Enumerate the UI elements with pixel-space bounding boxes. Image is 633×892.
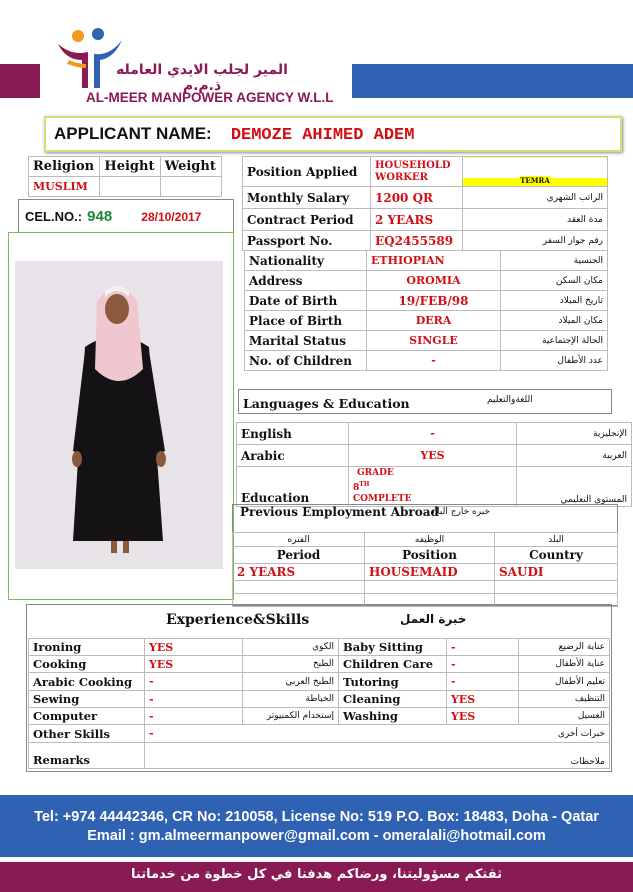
cel-date: 28/10/2017 [141, 210, 202, 224]
other-skills-value: - [145, 725, 519, 743]
ironing-arabic: الكوي [243, 639, 339, 656]
languages-table [236, 422, 632, 507]
passport-value: EQ2455589 [371, 231, 463, 251]
address-value: OROMIA [367, 271, 501, 291]
arabic-cooking-value: - [145, 673, 243, 691]
personal-table [244, 250, 608, 371]
period-header: Period [233, 547, 365, 564]
cleaning-label: Cleaning [339, 691, 447, 708]
dob-label: Date of Birth [245, 291, 367, 311]
footer-line-1: Tel: +974 44442346, CR No: 210058, License No: 519 P.O. Box: 18483, Doha - Qatar [34, 809, 599, 825]
company-name-english: AL-MEER MANPOWER AGENCY W.L.L [86, 90, 334, 105]
employment-table [232, 532, 618, 607]
company-name-arabic: المير لجلب الايدي العامله ذ.م.م [116, 62, 288, 94]
ironing-label: Ironing [29, 639, 145, 656]
remarks-row [29, 743, 610, 769]
nationality-arabic: الجنسية [501, 251, 608, 271]
employment-title: Previous Employment Abroad [240, 505, 439, 519]
header-bar-left [0, 64, 40, 98]
cel-number: 948 [87, 208, 113, 225]
salary-value: 1200 QR [371, 187, 463, 209]
other-skills-label: Other Skills [29, 725, 145, 743]
height-header: Height [100, 157, 160, 177]
skills-row [29, 639, 610, 656]
skills-row [29, 708, 610, 725]
marital-arabic: الحالة الإجتماعية [501, 331, 608, 351]
tutoring-arabic: تعليم الأطفال [519, 673, 610, 691]
position-extra: TEMRA [463, 157, 608, 187]
weight-header: Weight [160, 157, 221, 177]
applicant-name-label: APPLICANT NAME: [54, 124, 212, 143]
passport-row [243, 231, 608, 251]
nationality-value: ETHIOPIAN [367, 251, 501, 271]
salary-row [243, 187, 608, 209]
babysitting-value: - [447, 639, 519, 656]
position-row [243, 157, 608, 187]
position-arabic: الوظيفه [365, 533, 495, 547]
contract-value: 2 YEARS [371, 209, 463, 231]
position-header: Position [365, 547, 495, 564]
computer-value: - [145, 708, 243, 725]
cooking-label: Cooking [29, 656, 145, 673]
children-arabic: عدد الأطفال [501, 351, 608, 371]
childrencare-label: Children Care [339, 656, 447, 673]
remarks-label: Remarks [29, 743, 145, 769]
address-label: Address [245, 271, 367, 291]
sewing-value: - [145, 691, 243, 708]
height-value [100, 177, 160, 197]
childrencare-value: - [447, 656, 519, 673]
cel-label: CEL.NO.: [25, 209, 83, 224]
position-table [242, 156, 608, 251]
tutoring-label: Tutoring [339, 673, 447, 691]
cel-box [18, 199, 234, 233]
marital-label: Marital Status [245, 331, 367, 351]
footer-contact [0, 795, 633, 857]
languages-title-arabic: اللغةوالتعليم [487, 395, 533, 405]
religion-header: Religion [29, 157, 100, 177]
arabic-cooking-arabic: الطبخ العربي [243, 673, 339, 691]
other-skills-arabic: خبرات أخرى [519, 725, 610, 743]
position-value: HOUSEHOLD WORKER [371, 157, 463, 187]
other-skills-row [29, 725, 610, 743]
computer-label: Computer [29, 708, 145, 725]
washing-arabic: الغسيل [519, 708, 610, 725]
arabic-value: YES [349, 445, 517, 467]
english-value: - [349, 423, 517, 445]
contract-label: Contract Period [243, 209, 371, 231]
sewing-arabic: الخياطة [243, 691, 339, 708]
religion-value: MUSLIM [29, 177, 100, 197]
applicant-banner [44, 116, 622, 152]
position-value: HOUSEMAID [365, 564, 495, 581]
babysitting-arabic: عناية الرضيع [519, 639, 610, 656]
country-header: Country [495, 547, 618, 564]
tutoring-value: - [447, 673, 519, 691]
applicant-photo [15, 261, 223, 569]
passport-label: Passport No. [243, 231, 371, 251]
basic-info-table [28, 156, 222, 197]
footer-line-2: Email : gm.almeermanpower@gmail.com - omeralali@hotmail.com [87, 828, 546, 844]
applicant-name: DEMOZE AHIMED ADEM [230, 126, 415, 145]
period-arabic: الفتره [233, 533, 365, 547]
childrencare-arabic: عناية الأطفال [519, 656, 610, 673]
arabic-cooking-label: Arabic Cooking [29, 673, 145, 691]
pob-label: Place of Birth [245, 311, 367, 331]
dob-arabic: تاريخ الميلاد [501, 291, 608, 311]
cooking-arabic: الطبخ [243, 656, 339, 673]
position-label: Position Applied [243, 157, 371, 187]
skills-table [28, 638, 610, 769]
washing-value: YES [447, 708, 519, 725]
arabic-label: Arabic [237, 445, 349, 467]
employment-row [233, 564, 618, 581]
address-arabic: مكان السكن [501, 271, 608, 291]
pob-arabic: مكان الميلاد [501, 311, 608, 331]
languages-title: Languages & Education [243, 396, 410, 411]
footer-slogan-text: ثقتكم مسؤوليتنا، ورضاكم هدفنا في كل خطوة من خدماتنا [131, 867, 502, 882]
cleaning-arabic: التنظيف [519, 691, 610, 708]
washing-label: Washing [339, 708, 447, 725]
english-arabic: الإنجليزية [517, 423, 632, 445]
pob-value: DERA [367, 311, 501, 331]
contract-arabic: مدة العقد [463, 209, 608, 231]
header-bar-right [352, 64, 633, 98]
skills-title-arabic: خبرة العمل [400, 612, 467, 626]
skills-row [29, 656, 610, 673]
footer-slogan [0, 862, 633, 892]
skills-title: Experience&Skills [166, 612, 310, 628]
cleaning-value: YES [447, 691, 519, 708]
children-label: No. of Children [245, 351, 367, 371]
employment-title-arabic: خبره خارج البلاد [430, 507, 490, 517]
contract-row [243, 209, 608, 231]
salary-arabic: الراتب الشهري [463, 187, 608, 209]
nationality-label: Nationality [245, 251, 367, 271]
skills-row [29, 691, 610, 708]
arabic-arabic: العربية [517, 445, 632, 467]
children-value: - [367, 351, 501, 371]
passport-arabic: رقم جواز السفر [463, 231, 608, 251]
babysitting-label: Baby Sitting [339, 639, 447, 656]
ironing-value: YES [145, 639, 243, 656]
weight-value [160, 177, 221, 197]
skills-row [29, 673, 610, 691]
remarks-arabic: ملاحظات [519, 743, 610, 769]
education-arabic: المستوى التعليمي [517, 467, 632, 507]
computer-arabic: إستخدام الكمبيوتر [243, 708, 339, 725]
english-label: English [237, 423, 349, 445]
sewing-label: Sewing [29, 691, 145, 708]
education-label: Education [237, 467, 349, 507]
country-arabic: البلد [495, 533, 618, 547]
education-value: GRADE 8TH COMPLETE [349, 467, 517, 507]
period-value: 2 YEARS [233, 564, 365, 581]
cooking-value: YES [145, 656, 243, 673]
languages-title-box [238, 389, 612, 414]
salary-label: Monthly Salary [243, 187, 371, 209]
marital-value: SINGLE [367, 331, 501, 351]
dob-value: 19/FEB/98 [367, 291, 501, 311]
remarks-value [145, 743, 519, 769]
country-value: SAUDI [495, 564, 618, 581]
